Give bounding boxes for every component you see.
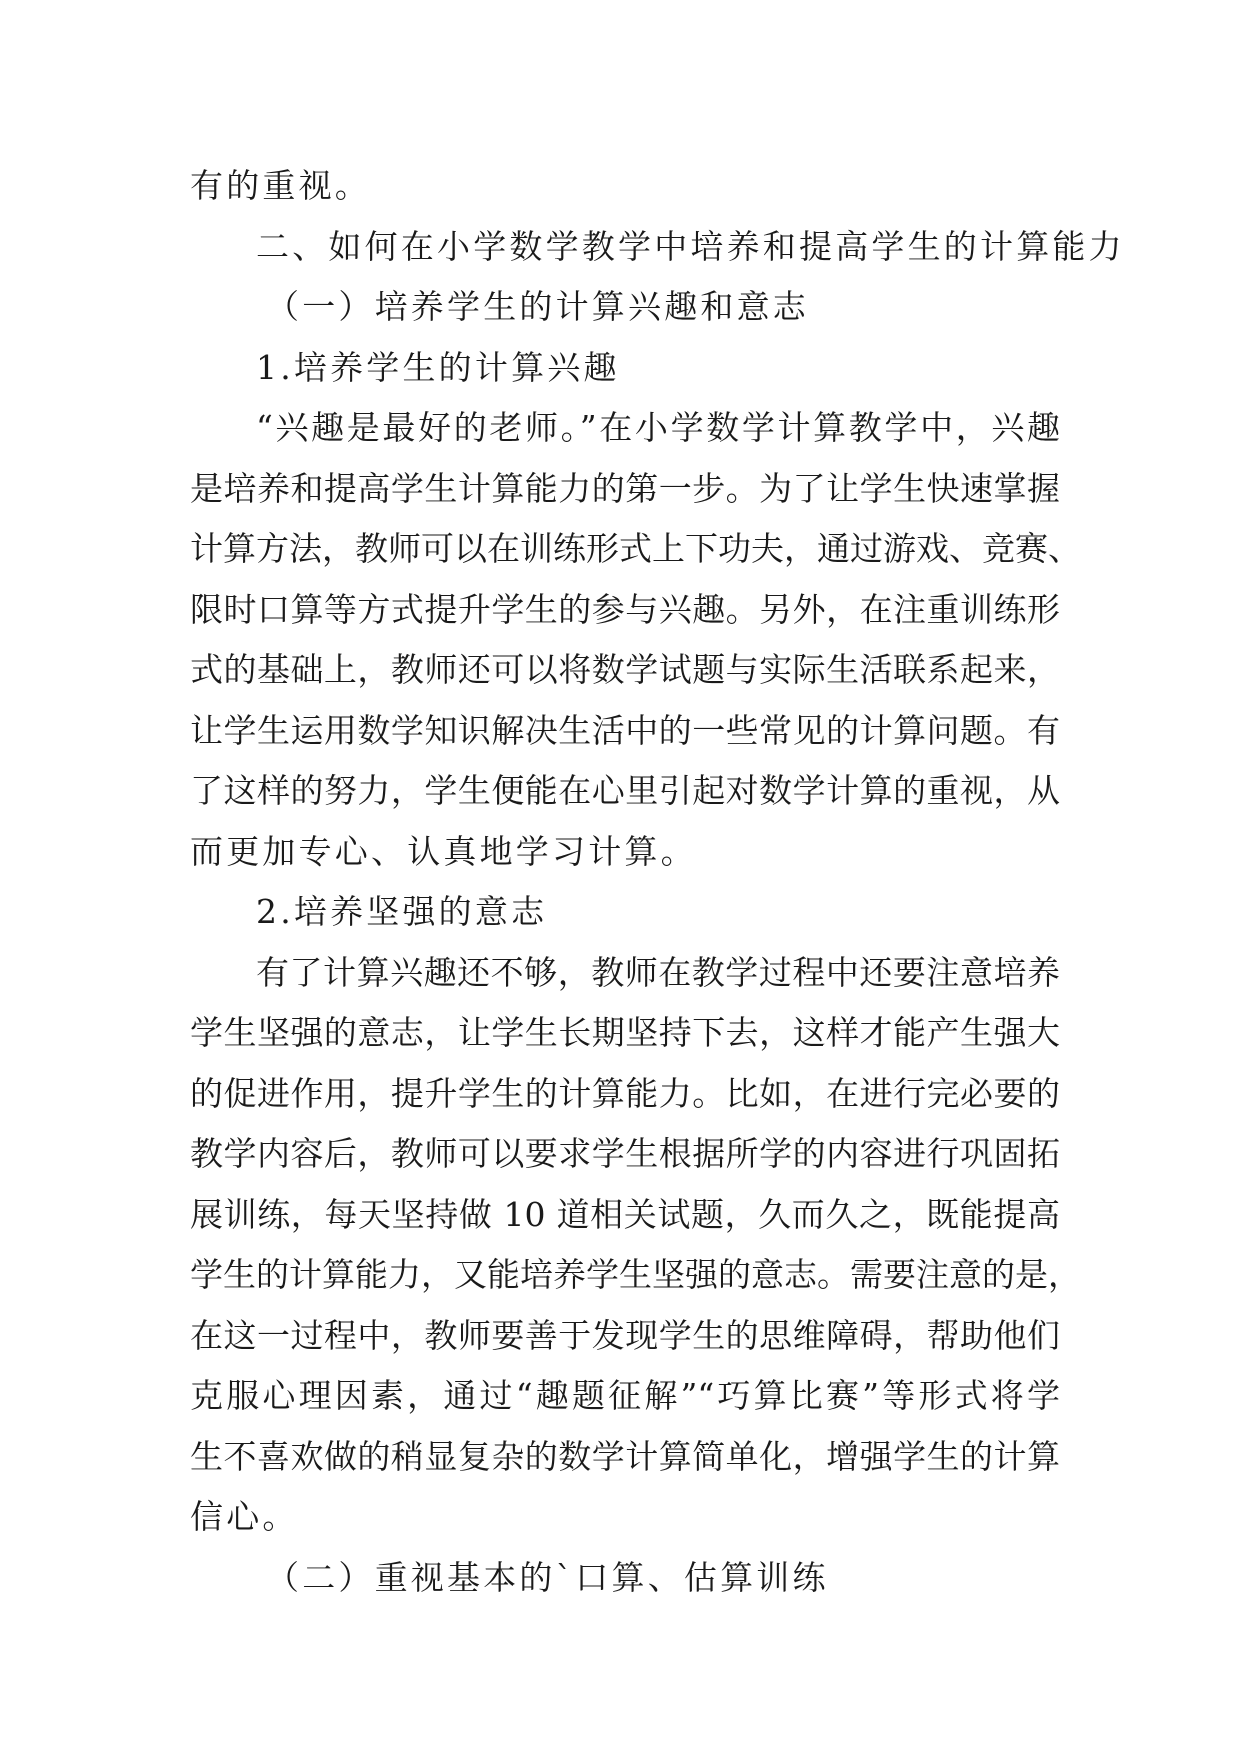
paragraph-line: 式的基础上，教师还可以将数学试题与实际生活联系起来， <box>190 650 1060 689</box>
paragraph-line: 学生坚强的意志，让学生长期坚持下去，这样才能产生强大 <box>190 1013 1060 1052</box>
paragraph-line: 而更加专心、认真地学习计算。 <box>190 831 697 871</box>
document-body <box>190 156 1125 1608</box>
paragraph-line: 有了计算兴趣还不够，教师在教学过程中还要注意培养 <box>256 952 1060 992</box>
paragraph-line: 让学生运用数学知识解决生活中的一些常见的计算问题。有 <box>190 710 1060 750</box>
paragraph-line: 学生的计算能力，又能培养学生坚强的意志。需要注意的是， <box>190 1255 1081 1294</box>
paragraph-line: 信心。 <box>190 1497 299 1536</box>
subsection-heading: （一）培养学生的计算兴趣和意志 <box>266 287 809 326</box>
subsubsection-heading: 2.培养坚强的意志 <box>256 892 548 931</box>
paragraph-line: 是培养和提高学生计算能力的第一步。为了让学生快速掌握 <box>190 468 1060 508</box>
paragraph-line: 在这一过程中，教师要善于发现学生的思维障碍，帮助他们 <box>190 1315 1060 1355</box>
paragraph-line: 计算方法，教师可以在训练形式上下功夫，通过游戏、竞赛、 <box>190 529 1081 568</box>
subsubsection-heading: 1.培养学生的计算兴趣 <box>256 347 620 387</box>
paragraph-line: 的促进作用，提升学生的计算能力。比如，在进行完必要的 <box>190 1073 1060 1113</box>
paragraph-line: 了这样的努力，学生便能在心里引起对数学计算的重视，从 <box>190 771 1060 810</box>
paragraph-line: 教学内容后，教师可以要求学生根据所学的内容进行巩固拓 <box>190 1134 1060 1173</box>
paragraph-line: “兴趣是最好的老师。”在小学数学计算教学中，兴趣 <box>256 408 1060 447</box>
paragraph-line: 有的重视。 <box>190 166 371 205</box>
paragraph-line: 生不喜欢做的稍显复杂的数学计算简单化，增强学生的计算 <box>190 1436 1060 1476</box>
paragraph-line: 展训练，每天坚持做 10 道相关试题，久而久之，既能提高 <box>190 1194 1060 1234</box>
section-heading: 二、如何在小学数学教学中培养和提高学生的计算能力 <box>256 226 1125 266</box>
paragraph-line: 限时口算等方式提升学生的参与兴趣。另外，在注重训练形 <box>190 589 1060 629</box>
paragraph-line: 克服心理因素，通过“趣题征解”“巧算比赛”等形式将学 <box>190 1376 1060 1415</box>
subsection-heading: （二）重视基本的`口算、估算训练 <box>266 1557 829 1597</box>
